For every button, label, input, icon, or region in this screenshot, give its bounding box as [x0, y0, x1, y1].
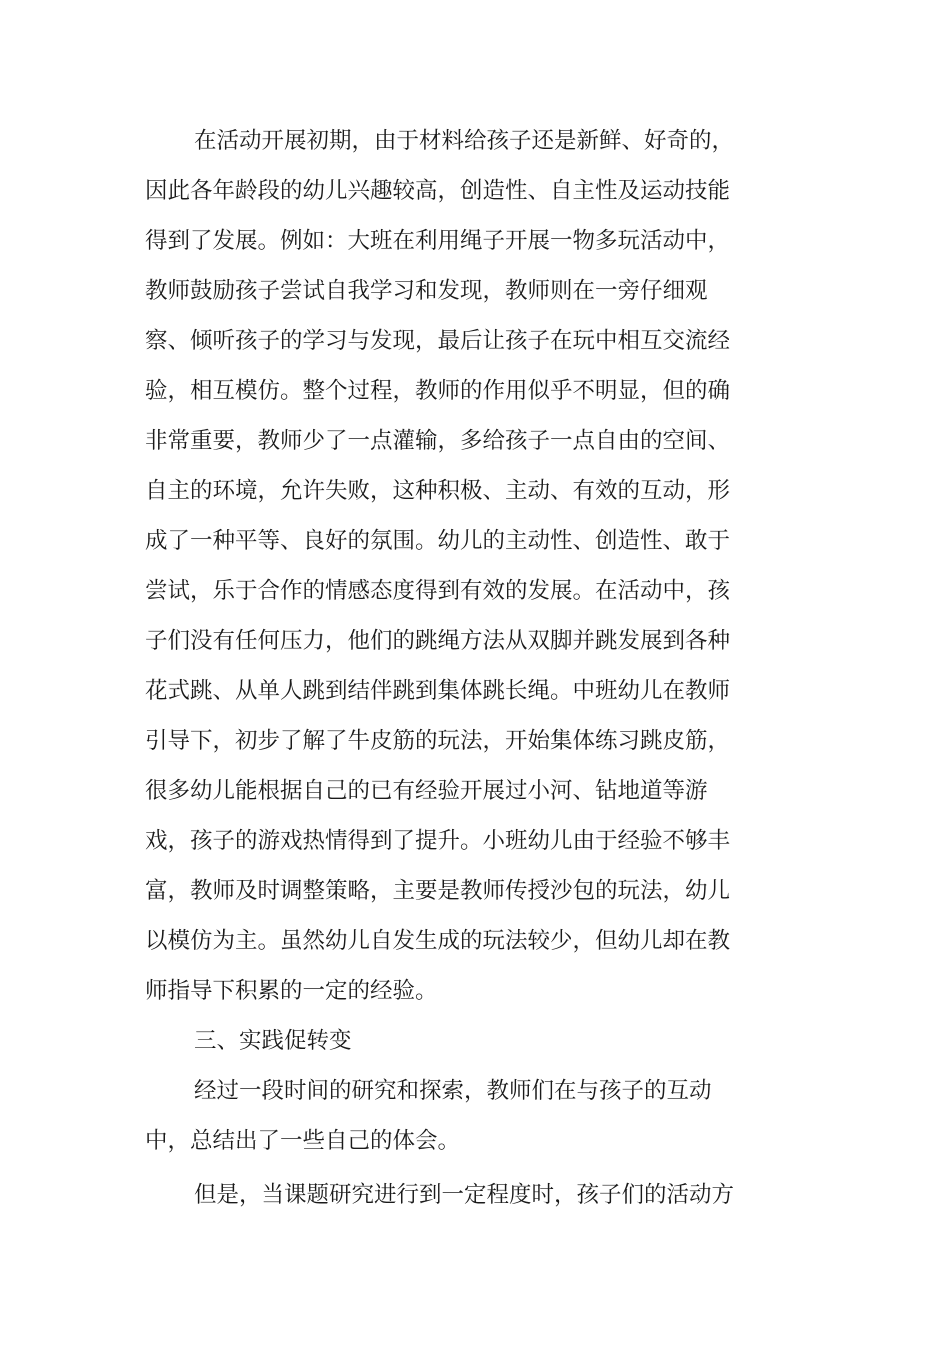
- body-text: [145, 116, 745, 1220]
- paragraph-however: [145, 1170, 745, 1220]
- text-line: 子们没有任何压力，他们的跳绳方法从双脚并跳发展到各种: [145, 628, 731, 654]
- text-line: 花式跳、从单人跳到结伴跳到集体跳长绳。中班幼儿在教师: [145, 678, 731, 704]
- text-line: 经过一段时间的研究和探索，教师们在与孩子的互动: [194, 1078, 712, 1104]
- text-line: 非常重要，教师少了一点灌输，多给孩子一点自由的空间、: [145, 428, 731, 454]
- text-line: 师指导下积累的一定的经验。: [145, 978, 438, 1004]
- paragraph-activity-early-stage: [145, 116, 745, 1016]
- heading-text: 三、实践促转变: [194, 1028, 352, 1054]
- text-line: 但是，当课题研究进行到一定程度时，孩子们的活动方: [194, 1182, 735, 1208]
- text-line: 自主的环境，允许失败，这种积极、主动、有效的互动，形: [145, 478, 731, 504]
- text-line: 察、倾听孩子的学习与发现，最后让孩子在玩中相互交流经: [145, 328, 731, 354]
- section-heading: [145, 1016, 745, 1066]
- text-line: 验，相互模仿。整个过程，教师的作用似乎不明显，但的确: [145, 378, 731, 404]
- text-line: 在活动开展初期，由于材料给孩子还是新鲜、好奇的，: [194, 128, 735, 154]
- paragraph-research-summary: [145, 1066, 745, 1166]
- text-line: 中，总结出了一些自己的体会。: [145, 1128, 461, 1154]
- text-line: 成了一种平等、良好的氛围。幼儿的主动性、创造性、敢于: [145, 528, 731, 554]
- text-line: 以模仿为主。虽然幼儿自发生成的玩法较少，但幼儿却在教: [145, 928, 731, 954]
- text-line: 戏，孩子的游戏热情得到了提升。小班幼儿由于经验不够丰: [145, 828, 731, 854]
- text-line: 得到了发展。例如：大班在利用绳子开展一物多玩活动中，: [145, 228, 731, 254]
- text-line: 引导下，初步了解了牛皮筋的玩法，开始集体练习跳皮筋，: [145, 728, 731, 754]
- text-line: 很多幼儿能根据自己的已有经验开展过小河、钻地道等游: [145, 778, 708, 804]
- text-line: 因此各年龄段的幼儿兴趣较高，创造性、自主性及运动技能: [145, 178, 731, 204]
- text-line: 尝试，乐于合作的情感态度得到有效的发展。在活动中，孩: [145, 578, 731, 604]
- text-line: 教师鼓励孩子尝试自我学习和发现，教师则在一旁仔细观: [145, 278, 708, 304]
- text-line: 富，教师及时调整策略，主要是教师传授沙包的玩法，幼儿: [145, 878, 731, 904]
